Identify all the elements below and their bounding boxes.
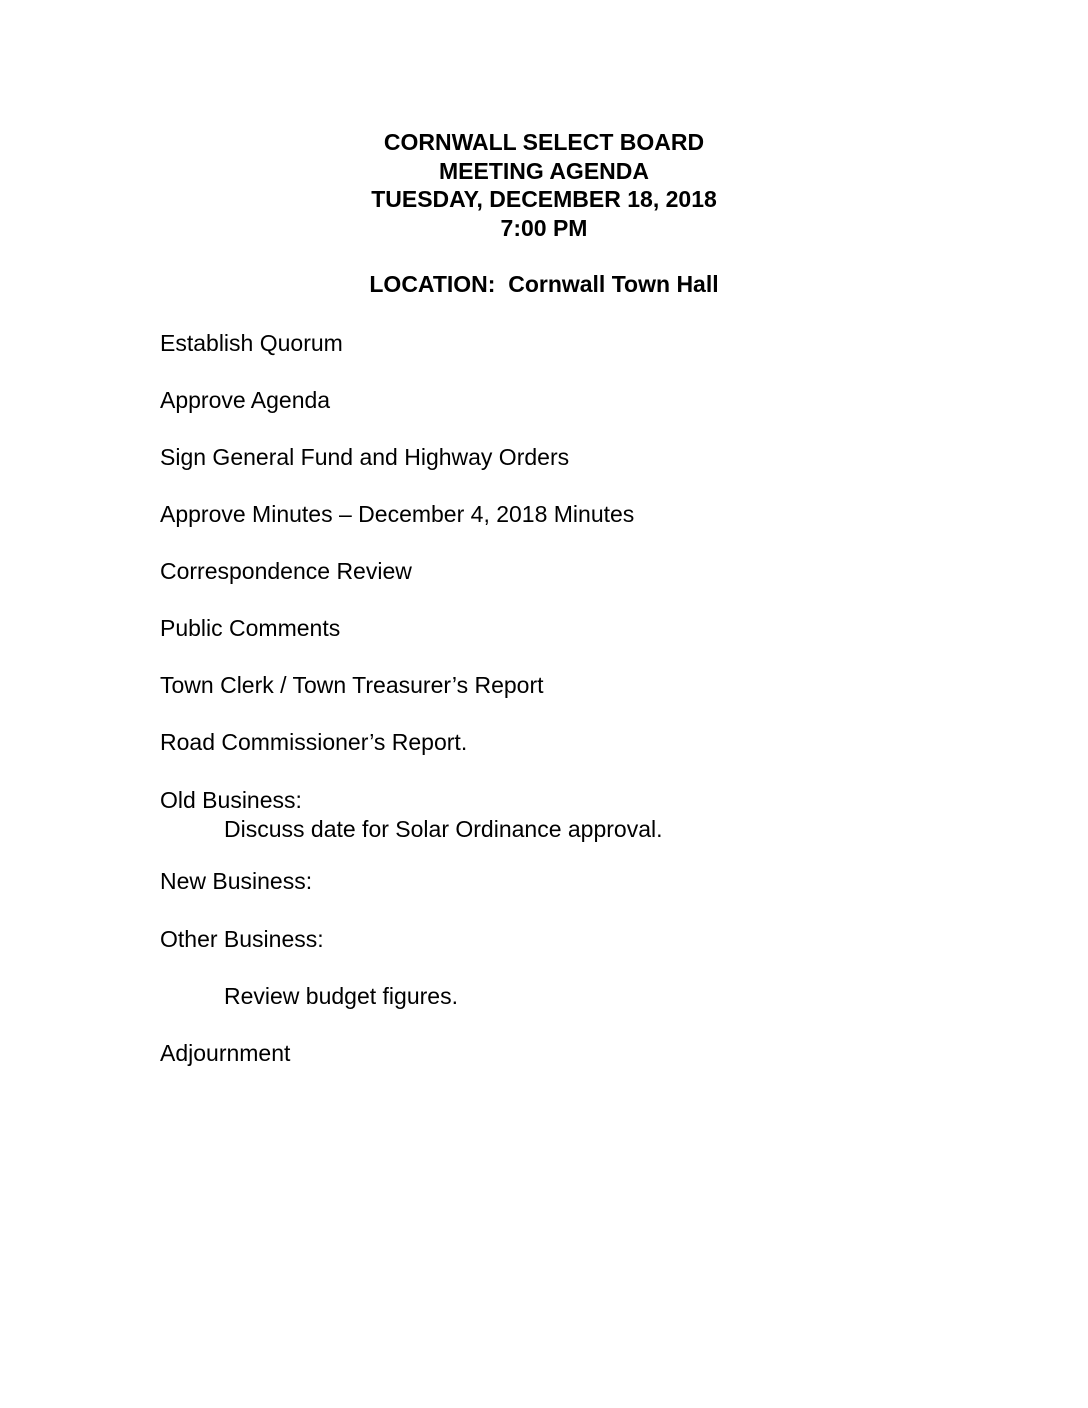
board-title: CORNWALL SELECT BOARD [383,129,705,155]
agenda-item-new-business: New Business: [160,868,313,894]
agenda-item-adjournment: Adjournment [160,1040,291,1066]
other-business-subitem: Review budget figures. [224,983,458,1009]
agenda-item-road-commissioner-report: Road Commissioner’s Report. [160,729,468,755]
agenda-item-old-business: Old Business: [160,787,302,813]
old-business-subitem: Discuss date for Solar Ordinance approval. [224,816,663,842]
agenda-item-approve-minutes: Approve Minutes – December 4, 2018 Minutes [160,501,635,527]
document-title: MEETING AGENDA [439,158,649,184]
meeting-date: TUESDAY, DECEMBER 18, 2018 [371,186,717,212]
agenda-item-establish-quorum: Establish Quorum [160,330,343,356]
agenda-item-correspondence-review: Correspondence Review [160,558,412,584]
agenda-item-sign-orders: Sign General Fund and Highway Orders [160,444,570,470]
agenda-item-approve-agenda: Approve Agenda [160,387,331,413]
meeting-time: 7:00 PM [500,215,588,241]
agenda-item-public-comments: Public Comments [160,615,341,641]
agenda-item-clerk-treasurer-report: Town Clerk / Town Treasurer’s Report [160,672,544,698]
meeting-location: LOCATION: Cornwall Town Hall [369,271,719,297]
agenda-item-other-business: Other Business: [160,926,324,952]
